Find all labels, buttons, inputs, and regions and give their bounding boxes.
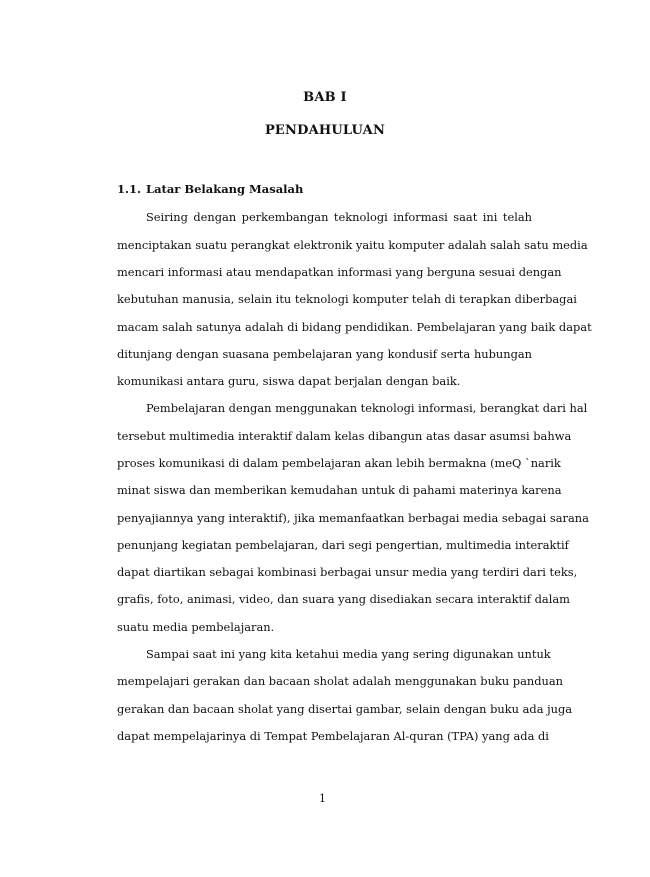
body-line: dapat diartikan sebagai kombinasi berbagai unsur media yang terdiri dari teks,	[117, 565, 578, 579]
section-heading	[117, 182, 303, 196]
body-line: tersebut multimedia interaktif dalam kelas dibangun atas dasar asumsi bahwa	[117, 429, 572, 443]
body-line: suatu media pembelajaran.	[117, 620, 275, 634]
body-line: mempelajari gerakan dan bacaan sholat adalah menggunakan buku panduan	[117, 674, 563, 688]
body-line: Sampai saat ini yang kita ketahui media yang sering digunakan untuk	[146, 647, 551, 661]
chapter-title: BAB I	[303, 90, 347, 105]
body-line: komunikasi antara guru, siswa dapat berjalan dengan baik.	[117, 374, 461, 388]
body-line: gerakan dan bacaan sholat yang disertai gambar, selain dengan buku ada juga	[117, 702, 573, 716]
body-line: Seiring dengan perkembangan teknologi informasi saat ini telah	[146, 210, 532, 224]
body-line: penunjang kegiatan pembelajaran, dari segi pengertian, multimedia interaktif	[117, 538, 569, 552]
body-line: proses komunikasi di dalam pembelajaran akan lebih bermakna (meQ `narik	[117, 456, 561, 470]
body-line: minat siswa dan memberikan kemudahan untuk di pahami materinya karena	[117, 483, 562, 497]
body-line: grafis, foto, animasi, video, dan suara yang disediakan secara interaktif dalam	[117, 592, 570, 606]
body-line: ditunjang dengan suasana pembelajaran yang kondusif serta hubungan	[117, 347, 532, 361]
body-line: kebutuhan manusia, selain itu teknologi komputer telah di terapkan diberbagai	[117, 292, 577, 306]
body-line: mencari informasi atau mendapatkan informasi yang berguna sesuai dengan	[117, 265, 562, 279]
page-number: 1	[319, 792, 326, 805]
body-line: macam salah satunya adalah di bidang pendidikan. Pembelajaran yang baik dapat	[117, 320, 592, 334]
section-title: Latar Belakang Masalah	[146, 182, 304, 196]
section-number: 1.1.	[117, 182, 142, 196]
body-line: dapat mempelajarinya di Tempat Pembelajaran Al-quran (TPA) yang ada di	[117, 729, 549, 743]
body-line: Pembelajaran dengan menggunakan teknologi informasi, berangkat dari hal	[146, 401, 588, 415]
body-line: penyajiannya yang interaktif), jika memanfaatkan berbagai media sebagai sarana	[117, 511, 589, 525]
chapter-subtitle: PENDAHULUAN	[264, 123, 386, 138]
body-line: menciptakan suatu perangkat elektronik yaitu komputer adalah salah satu media	[117, 238, 588, 252]
